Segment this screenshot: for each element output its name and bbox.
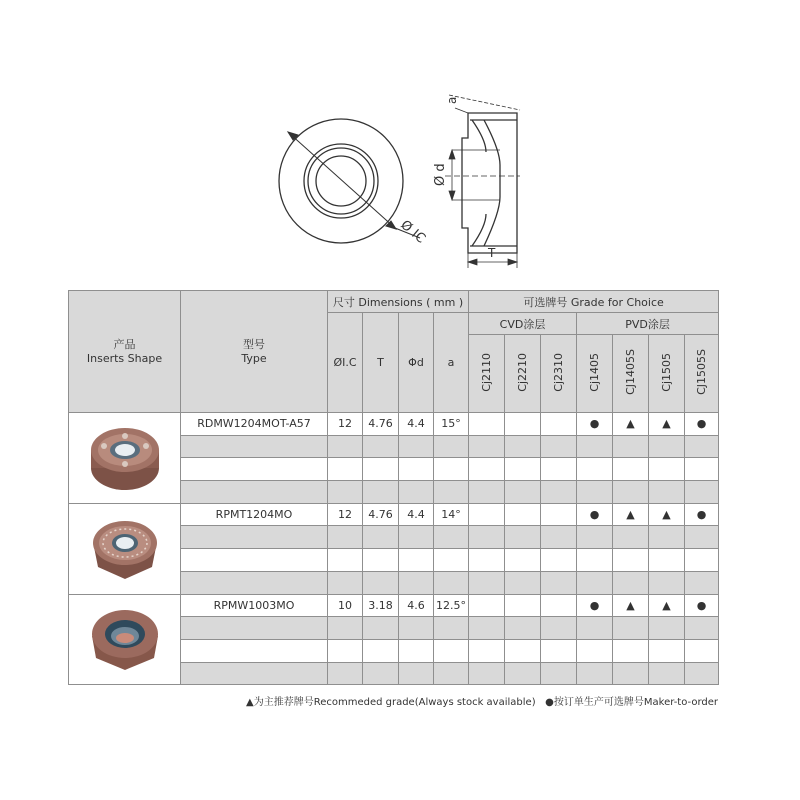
insert-rpmt-image xyxy=(69,503,181,594)
grade-cell: ▲ xyxy=(613,413,649,436)
grade-cell: ● xyxy=(685,503,719,526)
legend-recommended: ▲为主推荐牌号Recommeded grade(Always stock available) xyxy=(246,697,536,708)
grade-cell xyxy=(541,503,577,526)
grade-col-cj1505s: CJ1505S xyxy=(685,335,719,413)
grade-cell: ▲ xyxy=(649,503,685,526)
grade-col-cj1405: Cj1405 xyxy=(577,335,613,413)
t-cell: 3.18 xyxy=(363,594,399,617)
table-row xyxy=(69,413,719,436)
d-cell: 4.6 xyxy=(399,594,434,617)
dimensions-header: 尺寸 Dimensions ( mm ) xyxy=(328,291,469,313)
a-cell: 14° xyxy=(434,503,469,526)
grade-cell: ● xyxy=(685,594,719,617)
t-label: T xyxy=(488,246,496,260)
shape-header-cn: 产品 xyxy=(113,337,136,351)
grade-cell xyxy=(469,503,505,526)
d-label: Ø d xyxy=(433,163,448,186)
grade-col-cj1405s: CJ1405S xyxy=(613,335,649,413)
grade-cell: ▲ xyxy=(613,503,649,526)
technical-drawing xyxy=(0,0,800,280)
grade-header: 可选牌号 Grade for Choice xyxy=(469,291,719,313)
insert-side-view xyxy=(462,113,517,253)
insert-rpmw-image xyxy=(69,594,181,685)
dim-col-a: a xyxy=(434,313,469,413)
grade-col-cj1505: Cj1505 xyxy=(649,335,685,413)
dim-col-ic: ØI.C xyxy=(328,313,363,413)
a-label: a xyxy=(445,96,459,104)
grade-cell xyxy=(469,413,505,436)
t-cell: 4.76 xyxy=(363,413,399,436)
grade-cell xyxy=(505,594,541,617)
dim-col-t: T xyxy=(363,313,399,413)
d-cell: 4.4 xyxy=(399,503,434,526)
dim-col-d: Φd xyxy=(399,313,434,413)
type-cell: RPMW1003MO xyxy=(181,594,328,617)
grade-col-cj2310: Cj2310 xyxy=(541,335,577,413)
grade-cell: ● xyxy=(577,413,613,436)
legend-to-order: ●按订单生产可选牌号Maker-to-order xyxy=(545,697,718,708)
grade-cell: ● xyxy=(577,503,613,526)
t-cell: 4.76 xyxy=(363,503,399,526)
ic-label: Ø IC xyxy=(397,217,428,247)
grade-cell: ▲ xyxy=(613,594,649,617)
ic-cell: 10 xyxy=(328,594,363,617)
type-cell: RPMT1204MO xyxy=(181,503,328,526)
pvd-header: PVD涂层 xyxy=(577,313,719,335)
grade-cell: ● xyxy=(685,413,719,436)
grade-cell xyxy=(469,594,505,617)
grade-cell xyxy=(541,413,577,436)
grade-cell: ● xyxy=(577,594,613,617)
grade-col-cj2210: Cj2210 xyxy=(505,335,541,413)
spec-table xyxy=(68,290,719,685)
insert-rdmw-image xyxy=(69,413,181,504)
shape-header-en: Inserts Shape xyxy=(86,351,163,365)
type-header-cn: 型号 xyxy=(243,337,265,351)
grade-col-cj2110: Cj2110 xyxy=(469,335,505,413)
grade-cell xyxy=(505,413,541,436)
legend xyxy=(68,693,718,708)
type-header-en: Type xyxy=(241,351,267,365)
grade-cell xyxy=(505,503,541,526)
grade-cell: ▲ xyxy=(649,413,685,436)
grade-cell xyxy=(541,594,577,617)
side-dimension-lines xyxy=(445,95,520,268)
table-row xyxy=(69,594,719,617)
d-cell: 4.4 xyxy=(399,413,434,436)
a-cell: 12.5° xyxy=(434,594,469,617)
shape-header xyxy=(69,291,181,413)
ic-cell: 12 xyxy=(328,413,363,436)
table-row xyxy=(69,503,719,526)
cvd-header: CVD涂层 xyxy=(469,313,577,335)
type-header xyxy=(181,291,328,413)
insert-top-view xyxy=(279,119,403,243)
ic-cell: 12 xyxy=(328,503,363,526)
a-cell: 15° xyxy=(434,413,469,436)
type-cell: RDMW1204MOT-A57 xyxy=(181,413,328,436)
grade-cell: ▲ xyxy=(649,594,685,617)
